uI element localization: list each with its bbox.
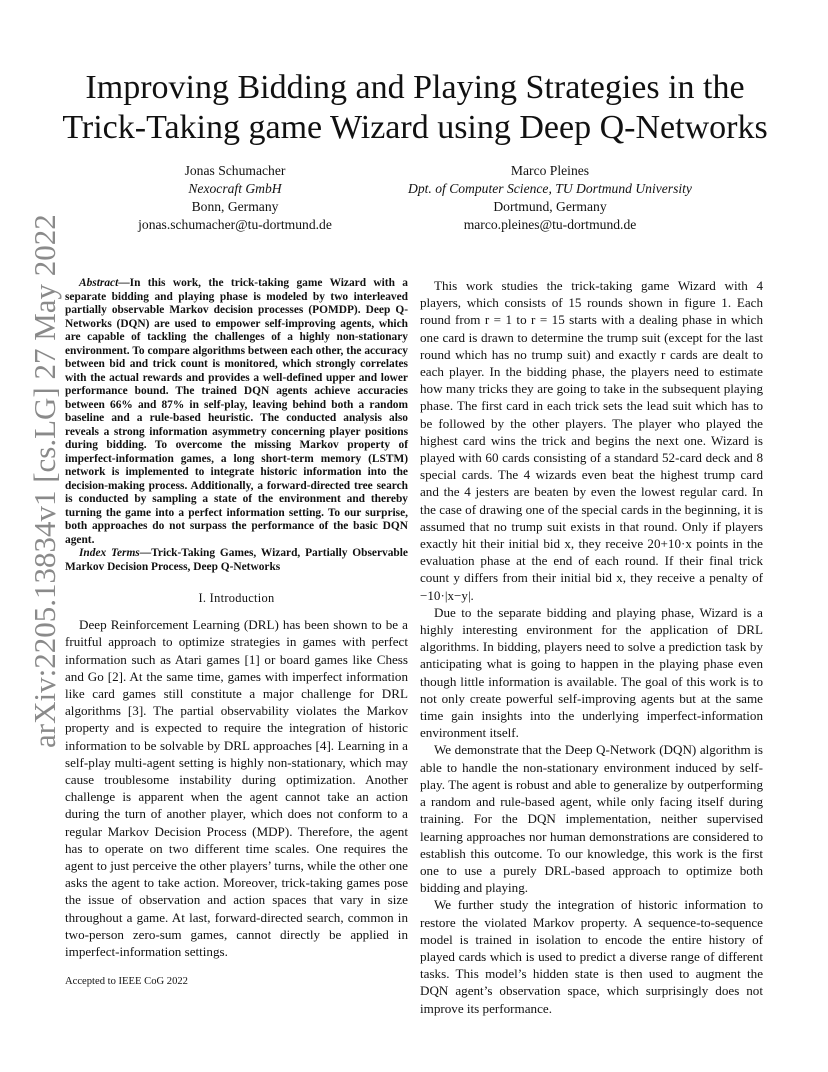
body-paragraph: Due to the separate bidding and playing phase, Wizard is a highly interesting environment for the application of DRL algorithms. In bidding, players need to solve a prediction task by anticipating what is going to happen in the playing phase even though little information is available. The goal of this work is to not only create powerful self-improving agents but at the same time gain insights into the underlying imperfect-information environment itself. xyxy=(420,604,763,741)
author-block-1 xyxy=(110,162,360,234)
arxiv-identifier: arXiv:2205.13834v1 [cs.LG] 27 May 2022 xyxy=(27,214,62,748)
author-location: Bonn, Germany xyxy=(191,199,279,214)
index-terms-label: Index Terms xyxy=(79,547,140,559)
body-paragraph: We demonstrate that the Deep Q-Network (DQN) algorithm is able to handle the non-stationary environment induced by self-play. The agent is robust and able to generalize by outperforming a random and rule-based agent, while only facing itself during training. For the DQN implementation, neither supervised learning approaches nor human demonstrations are considered to establish this outcome. To our knowledge, this work is the first one to use a purely DRL-based approach to optimize both bidding and playing. xyxy=(420,742,763,896)
abstract xyxy=(65,277,408,547)
author-affiliation: Dpt. of Computer Science, TU Dortmund University xyxy=(408,181,692,196)
accepted-note: Accepted to IEEE CoG 2022 xyxy=(65,976,188,987)
author-block-2 xyxy=(390,162,710,234)
index-terms-text: —Trick-Taking Games, Wizard, Partially Observable Markov Decision Process, Deep Q-Networks xyxy=(65,547,408,573)
body-paragraph: We further study the integration of historic information to restore the violated Markov property. A sequence-to-sequence model is trained in isolation to encode the entire history of played cards which is used to predict a diverse range of different tasks. This model’s hidden state is then used to augment the DQN agent’s observation space, which surprisingly does not improve its performance. xyxy=(420,897,763,1016)
left-column xyxy=(65,277,408,960)
body-paragraph: Deep Reinforcement Learning (DRL) has been shown to be a fruitful approach to optimize strategies in games with perfect information such as Atari games [1] or board games like Chess and Go [2]. At the same time, games with imperfect information like card games still constitute a major challenge for DRL algorithms [3]. The partial observability violates the Markov property and is expected to require the integration of historic information to be solvable by DRL approaches [4]. Learning in a self-play multi-agent setting is highly non-stationary, which may cause troublesome instability during optimization. Another challenge is apparent when the agent cannot take an action during the turn of another player, which does not conform to a regular Markov Decision Process (MDP). Therefore, the agent has to operate on two different time scales. One requires the agent to just perceive the other players’ turns, while the other one asks the agent to take action. Moreover, trick-taking games pose the issue of observation and action spaces that vary in size throughout a game. At last, forward-directed search, common in two-person zero-sum games, cannot directly be applied in imperfect-information settings. xyxy=(65,617,408,960)
author-name: Jonas Schumacher xyxy=(184,163,286,178)
paper-title: Improving Bidding and Playing Strategies in the Trick-Taking game Wizard using Deep Q-Networks xyxy=(62,69,768,146)
body-paragraph: This work studies the trick-taking game Wizard with 4 players, which consists of 15 rounds shown in figure 1. Each round from r = 1 to r = 15 starts with a dealing phase in which one card is drawn to determine the trump suit (except for the last round which has no trump suit) and exactly r cards are dealt to each player. In the bidding phase, the players need to estimate how many tricks they are going to take in the subsequent playing phase. The first card in each trick sets the lead suit which has to be followed by the other players. The player who played the highest card wins the trick and begins the next one. Wizard is played with 60 cards consisting of a standard 52-card deck and 8 special cards. The 4 wizards even beat the highest trump card and the 4 jesters are beaten by even the lowest regular card. In the case of drawing one of the special cards in the beginning, it is assumed that no trump suit exists in that round. Only if players exactly hit their initial bid x, they receive 20+10·x points in the evaluation phase at the end of each round. If their final trick count y differs from their initial bid x, they receive a penalty of −10·|x−y|. xyxy=(420,278,763,603)
author-location: Dortmund, Germany xyxy=(493,199,607,214)
author-affiliation: Nexocraft GmbH xyxy=(188,181,282,196)
abstract-label: Abstract xyxy=(79,277,119,289)
author-email: marco.pleines@tu-dortmund.de xyxy=(463,217,637,232)
abstract-text: —In this work, the trick-taking game Wizard with a separate bidding and playing phase is modeled by two interleaved partially observable Markov decision processes (POMDP). Deep Q-Networks (DQN) are used to empower self-improving agents, which are capable of tackling the challenges of a highly non-stationary environment. To compare algorithms between each other, the accuracy between bid and trick count is monitored, which strongly correlates with the actual rewards and provides a well-defined upper and lower performance bound. The trained DQN agents achieve accuracies between 66% and 87% in self-play, leaving behind both a random baseline and a rule-based heuristic. The conducted analysis also reveals a strong information asymmetry concerning player positions during bidding. To overcome the missing Markov property of imperfect-information games, a long short-term memory (LSTM) network is implemented to integrate historic information into the decision-making process. Additionally, a forward-directed tree search is conducted by sampling a state of the environment and thereby turning the game into a perfect information setting. To our surprise, both approaches do not surpass the performance of the basic DQN agent. xyxy=(65,277,408,546)
author-email: jonas.schumacher@tu-dortmund.de xyxy=(138,217,332,232)
index-terms xyxy=(65,547,408,574)
right-column xyxy=(420,277,763,1017)
author-name: Marco Pleines xyxy=(510,163,590,178)
section-heading: I. Introduction xyxy=(198,591,275,605)
